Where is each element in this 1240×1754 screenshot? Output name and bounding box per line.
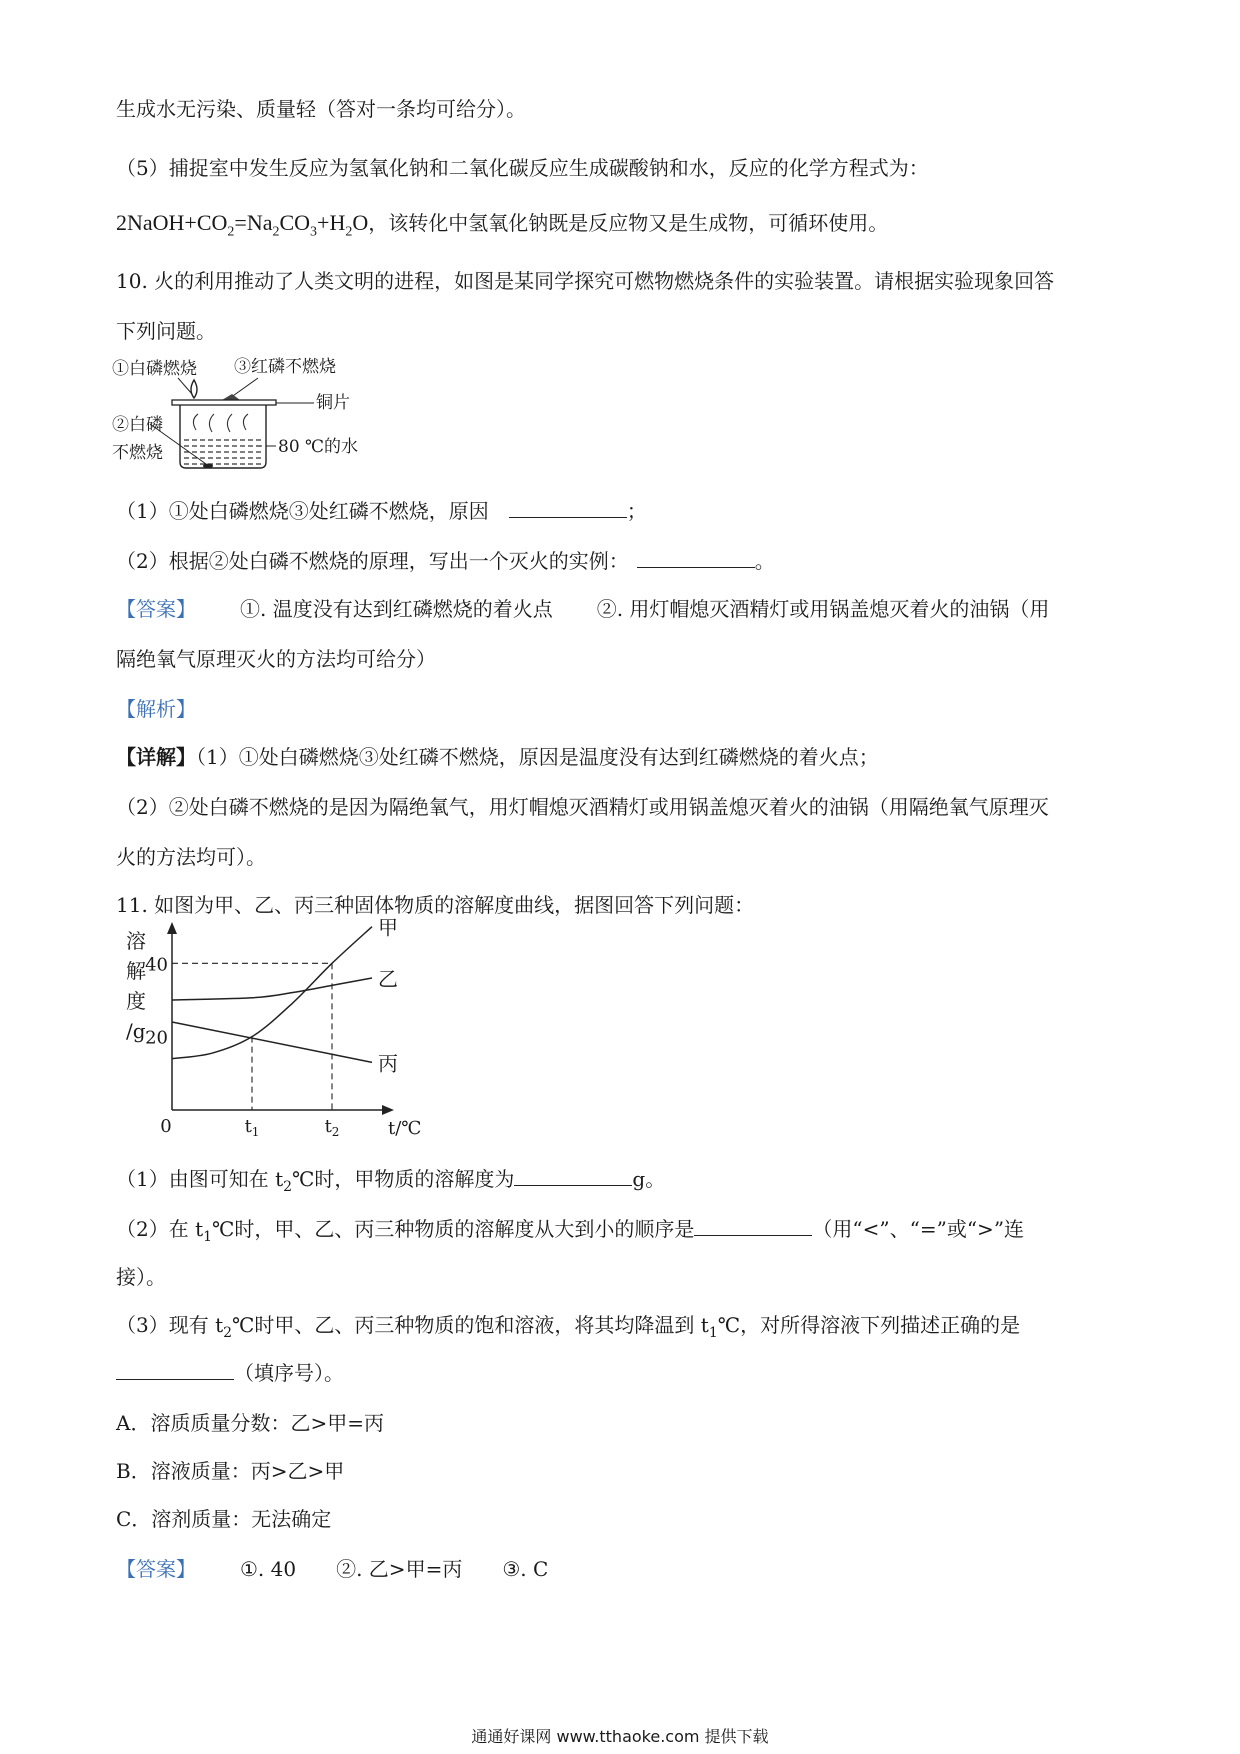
y-tick-label: 40 [145, 954, 168, 976]
q10-answer-line [116, 596, 1049, 622]
submerged-white-phosphorus-icon [203, 464, 213, 469]
answer-tag: 【答案】 [116, 597, 196, 621]
answer-blank [637, 549, 755, 568]
label-white-phosphorus-burning: ①白磷燃烧 [112, 359, 197, 379]
answer-blank [116, 1361, 234, 1380]
option-b: B．溶液质量：丙>乙>甲 [116, 1459, 345, 1483]
answer-blank [694, 1217, 812, 1236]
answer-part-2: ②. 用灯帽熄灭酒精灯或用锅盖熄灭着火的油锅（用 [596, 597, 1050, 621]
x-tick-label: $t_1$ [244, 1116, 260, 1139]
water-level [184, 440, 262, 464]
q11-sub-question-3: （3）现有 $t_2℃$时甲、乙、丙三种物质的饱和溶液，将其均降温到 $t_1℃$，对所得溶液下列描述正确的是 [116, 1313, 1021, 1341]
q9-formula-line: $2NaOH+CO_2=Na_2CO_3+H_2O$，该转化中氢氧化钠既是反应物又是生成物，可循环使用。 [116, 210, 889, 240]
answer-tag: 【答案】 [116, 1557, 196, 1581]
answer-part-1: ①. 温度没有达到红磷燃烧的着火点 [240, 597, 553, 621]
option-c: C．溶剂质量：无法确定 [116, 1507, 332, 1531]
q10-detail-line-2: （2）②处白磷不燃烧的是因为隔绝氧气，用灯帽熄灭酒精灯或用锅盖熄灭着火的油锅（用隔绝氧气原理灭 [116, 795, 1049, 819]
analysis-tag: 【解析】 [116, 697, 196, 721]
q10-detail-line-1: 【详解】（1）①处白磷燃烧③处红磷不燃烧，原因是温度没有达到红磷燃烧的着火点； [116, 745, 879, 769]
q9-tail-line-1: 生成水无污染、质量轻（答对一条均可给分）。 [116, 97, 526, 121]
flame-icon [191, 380, 197, 398]
red-phosphorus-icon [222, 394, 240, 400]
y-axis-label: 溶 [126, 929, 146, 953]
answer-part-2: ②. 乙>甲=丙 [336, 1557, 463, 1581]
q10-sub-question-1: （1）①处白磷燃烧③处红磷不燃烧，原因 ； [116, 499, 647, 523]
q10-detail-line-3: 火的方法均可）。 [116, 845, 266, 869]
y-axis-label: 度 [126, 989, 146, 1013]
series-label-3: 丙 [378, 1051, 398, 1076]
leader-line [230, 378, 258, 398]
series-label-2: 乙 [378, 967, 398, 991]
solubility-curve-chart [116, 915, 422, 1156]
q11-sub-question-1: （1）由图可知在 $t_2℃$时，甲物质的溶解度为 g。 [116, 1167, 666, 1195]
q10-stem-line-2: 下列问题。 [116, 319, 216, 343]
answer-blank [509, 499, 627, 518]
x-axis-label: t/℃ [388, 1118, 422, 1139]
page-footer: 通通好课网 www.tthaoke.com 提供下载 [471, 1727, 769, 1746]
q10-sub-question-2: （2）根据②处白磷不燃烧的原理，写出一个灭火的实例： 。 [116, 549, 775, 573]
series-line-1 [172, 927, 372, 1059]
answer-part-1: ①. 40 [240, 1557, 297, 1581]
combustion-apparatus-figure [108, 350, 378, 470]
option-a: A．溶质质量分数：乙>甲=丙 [116, 1411, 384, 1435]
q9-tail-line-2: （5）捕捉室中发生反应为氢氧化钠和二氧化碳反应生成碳酸钠和水，反应的化学方程式为： [116, 156, 929, 180]
q11-sub-question-2-continued: 接）。 [116, 1265, 166, 1289]
series-line-3 [172, 1022, 372, 1062]
leader-line [178, 378, 192, 394]
label-red-phosphorus-not-burning: ③红磷不燃烧 [234, 357, 336, 377]
y-axis-label: /g [126, 1019, 146, 1043]
q10-answer-continued: 隔绝氧气原理灭火的方法均可给分） [116, 647, 436, 671]
x-axis-arrow [382, 1105, 394, 1115]
label-white-phosphorus-a: ②白磷 [112, 415, 163, 435]
copper-plate [172, 400, 276, 405]
chemical-equation: $2NaOH+CO_2=Na_2CO_3+H_2O$ [116, 210, 369, 240]
y-axis-arrow [167, 922, 177, 934]
origin-label: 0 [160, 1116, 172, 1137]
q10-stem-line-1: 10. 火的利用推动了人类文明的进程，如图是某同学探究可燃物燃烧条件的实验装置。请根据实验现象回答 [116, 269, 1055, 293]
label-white-phosphorus-b: 不燃烧 [112, 443, 163, 463]
answer-part-3: ③. C [502, 1557, 549, 1581]
detail-tag: 【详解】 [116, 745, 196, 769]
y-axis-label: 解 [126, 959, 146, 983]
answer-blank [514, 1167, 632, 1186]
label-copper-plate: 铜片 [316, 393, 350, 413]
steam-icon [193, 414, 248, 432]
series-label-1: 甲 [378, 915, 398, 940]
label-hot-water: 80 ℃的水 [278, 437, 359, 457]
series-line-2 [172, 978, 372, 1000]
q11-answer-line [116, 1556, 548, 1582]
q11-sub-question-3-continued: （填序号）。 [116, 1360, 344, 1386]
q11-stem: 11. 如图为甲、乙、丙三种固体物质的溶解度曲线，据图回答下列问题： [116, 893, 755, 917]
q11-sub-question-2: （2）在 $t_1℃$时，甲、乙、丙三种物质的溶解度从大到小的顺序是 （用“<”、“=”或“>”连 [116, 1217, 1025, 1245]
x-tick-label: $t_2$ [324, 1116, 340, 1139]
y-tick-label: 20 [145, 1027, 168, 1049]
